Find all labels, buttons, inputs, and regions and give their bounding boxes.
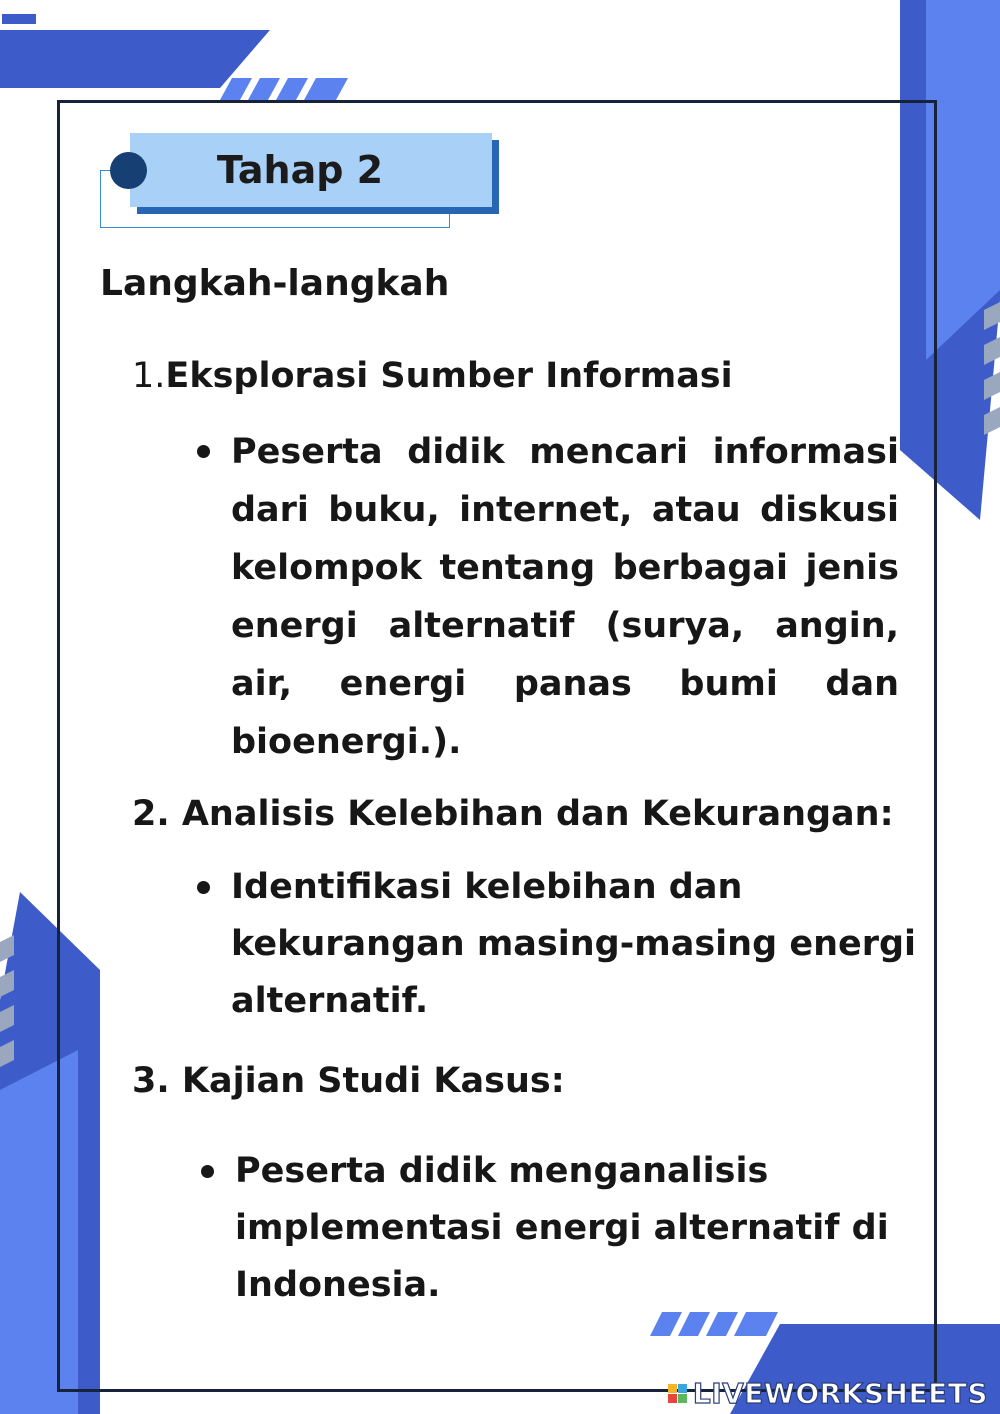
watermark-text: LIVEWORKSHEETS xyxy=(692,1376,988,1410)
top-left-banner xyxy=(0,30,270,88)
bullet-icon xyxy=(197,445,210,458)
step-2-number: 2. xyxy=(132,794,170,834)
step-3-bullet-line: Indonesia. xyxy=(235,1265,441,1305)
step-1-number: 1. xyxy=(132,356,166,396)
step-1-label: Eksplorasi Sumber Informasi xyxy=(165,356,733,396)
top-left-decoration xyxy=(0,0,360,110)
step-3-bullet-line: Peserta didik menganalisis xyxy=(235,1151,769,1191)
step-2-bullet-line: alternatif. xyxy=(231,981,429,1021)
step-3-title xyxy=(132,1057,565,1105)
step-3-label: Kajian Studi Kasus: xyxy=(181,1061,565,1101)
step-2-title xyxy=(132,790,894,838)
step-2-label: Analisis Kelebihan dan Kekurangan: xyxy=(181,794,894,834)
step-3-number: 3. xyxy=(132,1061,170,1101)
page-title: Tahap 2 xyxy=(216,148,384,192)
step-1-bullet-text: Peserta didik mencari informasi dari buku, internet, atau diskusi kelompok tentang berbagai jenis energi alternatif (surya, angin, air, energi panas bumi dan bioenergi.). xyxy=(231,432,899,762)
step-2-bullet-line: Identifikasi kelebihan dan xyxy=(231,867,743,907)
step-2-bullet-text xyxy=(231,859,951,1030)
step-2-bullet-line: kekurangan masing-masing energi xyxy=(231,924,917,964)
step-3-bullet-text xyxy=(235,1143,915,1314)
top-left-small-bar xyxy=(2,14,36,24)
section-heading: Langkah-langkah xyxy=(100,263,450,304)
step-3-bullet-line: implementasi energi alternatif di xyxy=(235,1208,889,1248)
bullet-icon xyxy=(197,881,210,894)
top-left-stripes xyxy=(220,78,348,100)
bullet-icon xyxy=(201,1165,214,1178)
liveworksheets-watermark[interactable] xyxy=(668,1378,988,1408)
step-1-title xyxy=(132,352,733,400)
liveworksheets-logo-icon xyxy=(668,1384,687,1403)
